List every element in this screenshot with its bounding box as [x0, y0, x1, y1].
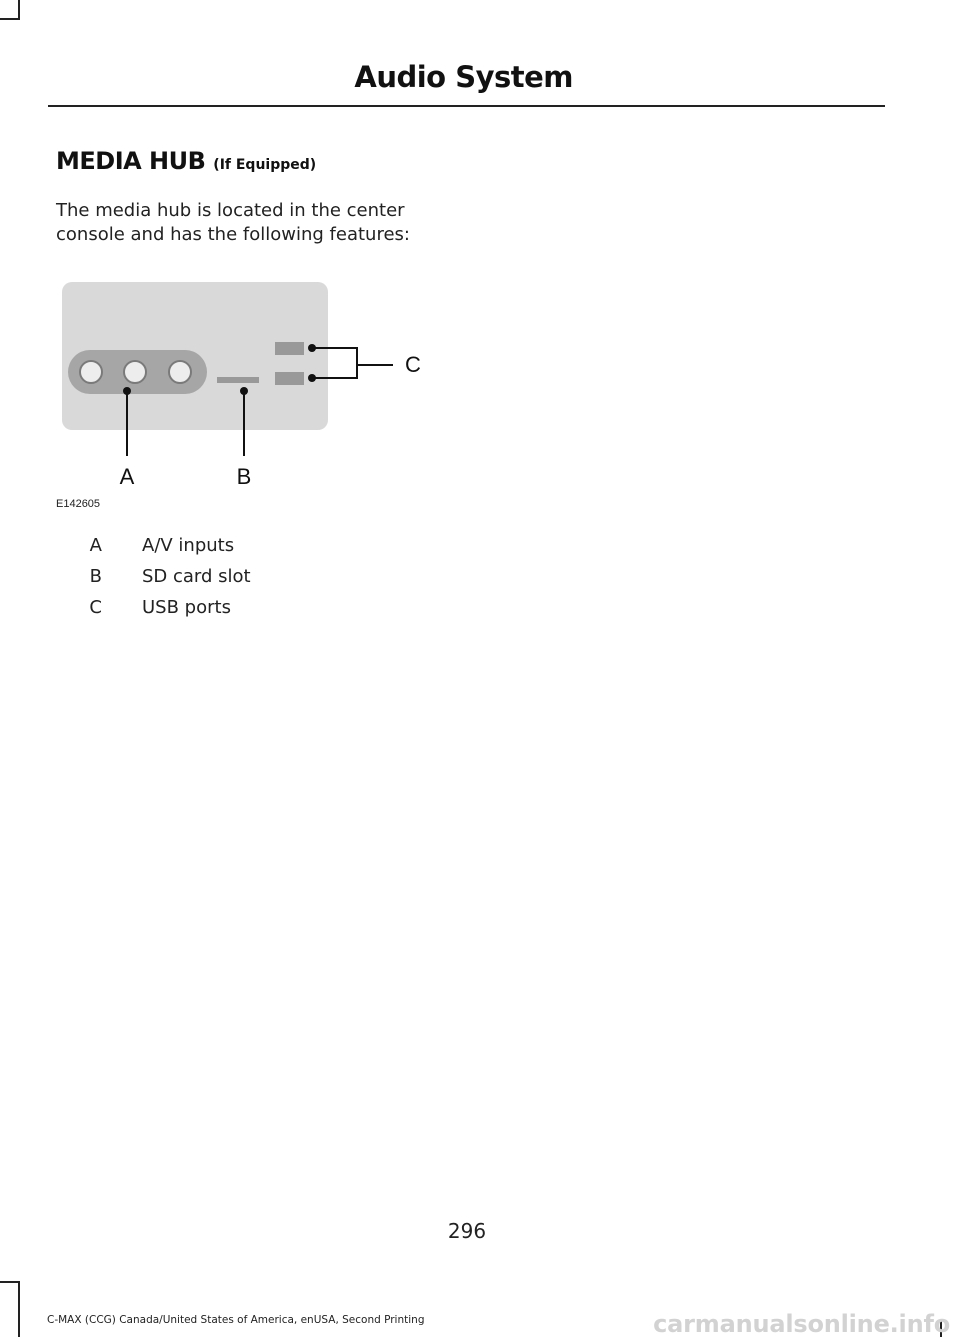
legend-key: B [89, 566, 102, 587]
footer-doc-info: C-MAX (CCG) Canada/United States of America, enUSA, Second Printing [47, 1314, 425, 1326]
callout-dot-c [308, 344, 316, 352]
section-qualifier: (If Equipped) [213, 157, 317, 173]
legend-item [56, 530, 251, 561]
legend-key: C [89, 597, 102, 618]
sd-card-slot [217, 377, 259, 383]
section-heading-text: MEDIA HUB [56, 147, 206, 175]
page-number: 296 [447, 1219, 487, 1243]
intro-paragraph: The media hub is located in the center console and has the following features: [56, 200, 410, 245]
watermark: carmanualsonline.info [653, 1310, 950, 1338]
media-hub-figure [56, 278, 436, 514]
crop-mark [18, 1281, 20, 1337]
legend-text: SD card slot [142, 566, 251, 587]
crop-mark [0, 1281, 20, 1283]
callout-label-c: C [405, 352, 421, 377]
legend-text: A/V inputs [142, 535, 235, 556]
av-input-jack [124, 361, 146, 383]
callout-dot-c [308, 374, 316, 382]
legend-text: USB ports [142, 597, 231, 618]
av-input-jack [169, 361, 191, 383]
crop-mark [18, 0, 20, 20]
figure-id: E142605 [56, 498, 101, 510]
av-input-jack [80, 361, 102, 383]
page-title: Audio System [354, 60, 573, 94]
legend-item [56, 592, 251, 623]
crop-mark [0, 18, 20, 20]
usb-port [275, 372, 304, 385]
callout-label-b: B [236, 464, 252, 489]
usb-port [275, 342, 304, 355]
header-divider [48, 105, 885, 107]
callout-dot-b [240, 387, 248, 395]
callout-dot-a [123, 387, 131, 395]
callout-label-a: A [119, 464, 135, 489]
media-hub-diagram [56, 278, 436, 514]
legend [56, 530, 251, 623]
legend-key: A [89, 535, 102, 556]
legend-item [56, 561, 251, 592]
section-heading [56, 147, 316, 175]
